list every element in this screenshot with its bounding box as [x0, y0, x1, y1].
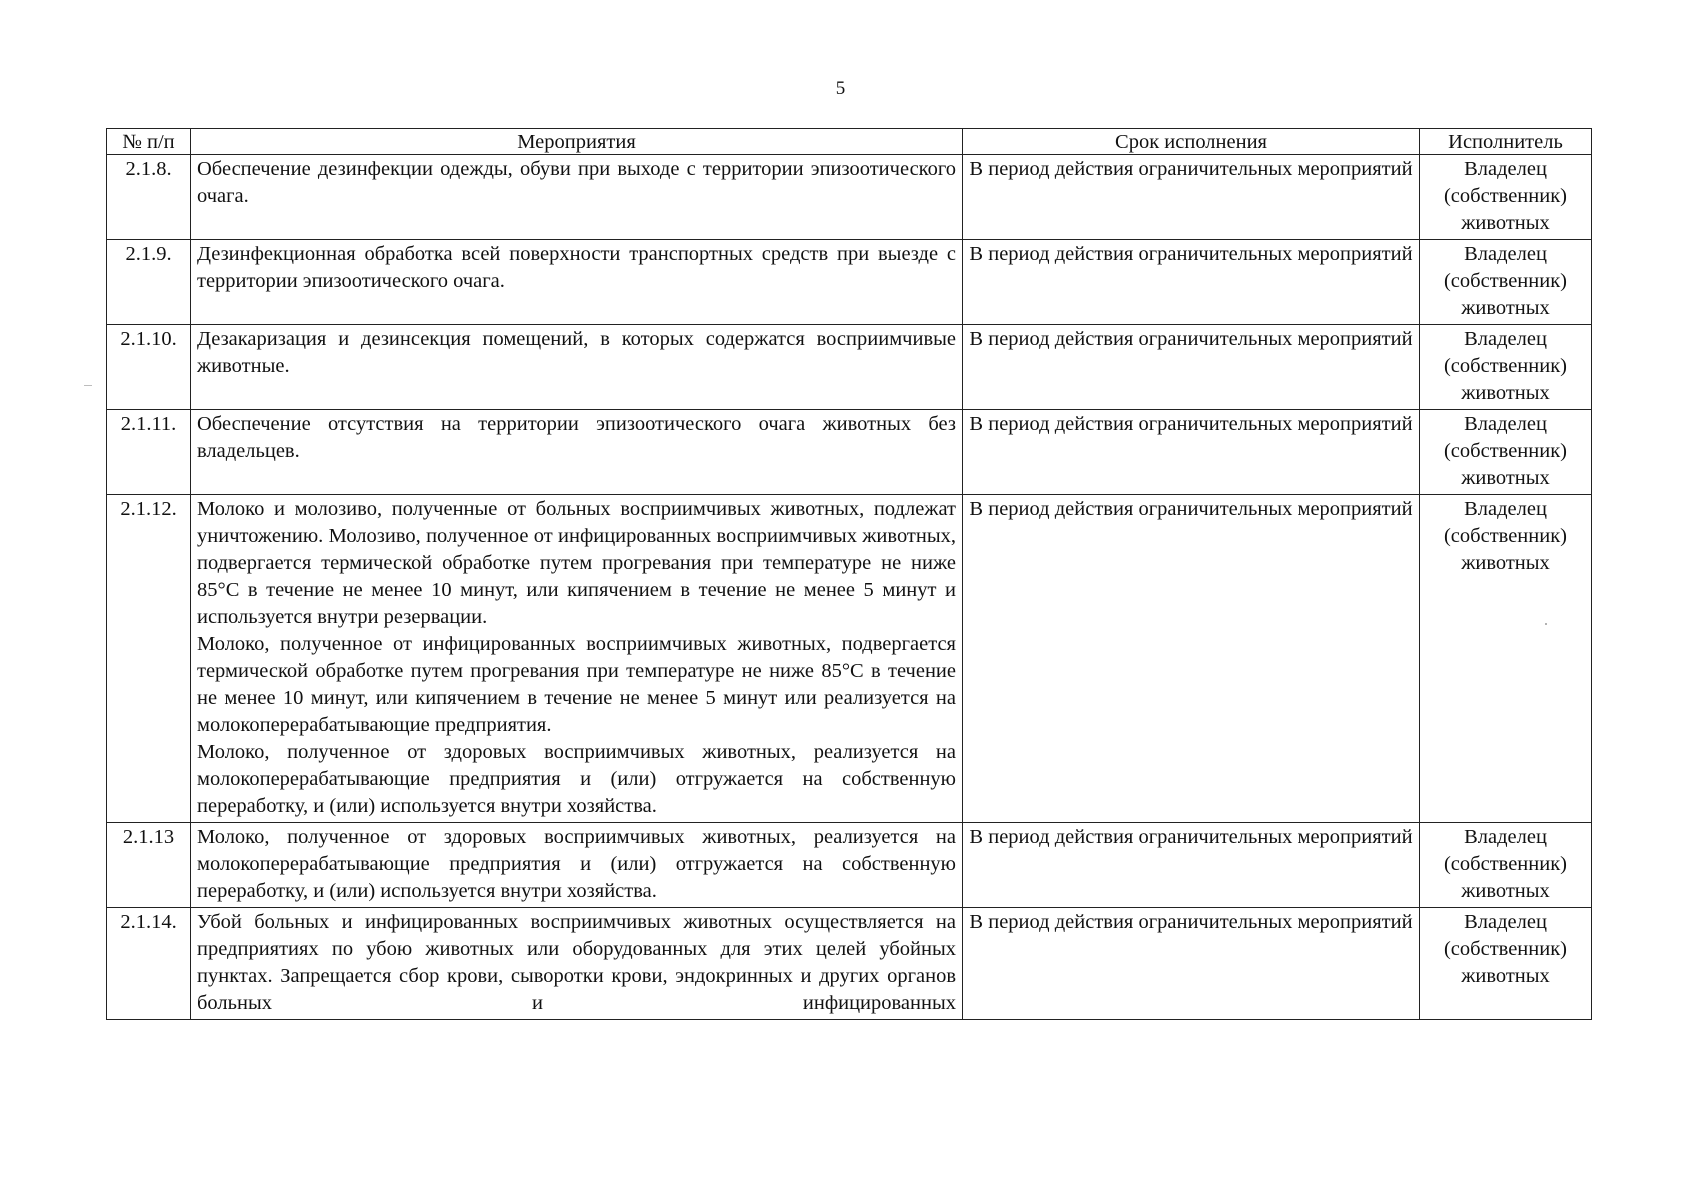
activity-paragraph: Дезакаризация и дезинсекция помещений, в которых содержатся восприимчивые животные. [197, 328, 956, 377]
table-row [107, 410, 1592, 495]
row-number: 2.1.12. [107, 495, 191, 823]
row-executor: Владелец (собственник) животных [1420, 495, 1592, 823]
scan-mark [84, 385, 92, 386]
row-number: 2.1.11. [107, 410, 191, 495]
row-term: В период действия ограничительных мероприятий [963, 410, 1420, 495]
row-executor: Владелец (собственник) животных [1420, 410, 1592, 495]
activity-paragraph: Обеспечение отсутствия на территории эпизоотического очага животных без владельцев. [197, 413, 956, 462]
row-term: В период действия ограничительных мероприятий [963, 155, 1420, 240]
activity-paragraph: Молоко, полученное от здоровых восприимчивых животных, реализуется на молокоперерабатывающие предприятия и (или) отгружается на собственную переработку, и (или) используется внутри хозяйства. [197, 741, 956, 817]
row-term: В период действия ограничительных мероприятий [963, 495, 1420, 823]
header-activity: Мероприятия [191, 129, 963, 155]
row-activity [191, 240, 963, 325]
row-term: В период действия ограничительных мероприятий [963, 240, 1420, 325]
row-number: 2.1.14. [107, 908, 191, 1020]
row-number: 2.1.10. [107, 325, 191, 410]
row-term: В период действия ограничительных мероприятий [963, 908, 1420, 1020]
row-activity [191, 155, 963, 240]
row-executor: Владелец (собственник) животных [1420, 325, 1592, 410]
row-activity [191, 325, 963, 410]
row-executor: Владелец (собственник) животных [1420, 155, 1592, 240]
activity-paragraph: Дезинфекционная обработка всей поверхности транспортных средств при выезде с территории эпизоотического очага. [197, 243, 956, 292]
header-executor: Исполнитель [1420, 129, 1592, 155]
row-activity [191, 410, 963, 495]
activity-paragraph: Обеспечение дезинфекции одежды, обуви при выходе с территории эпизоотического очага. [197, 158, 956, 207]
row-executor: Владелец (собственник) животных [1420, 823, 1592, 908]
table-header-row [107, 129, 1592, 155]
row-executor: Владелец (собственник) животных [1420, 908, 1592, 1020]
row-number: 2.1.8. [107, 155, 191, 240]
row-activity [191, 908, 963, 1020]
row-number: 2.1.13 [107, 823, 191, 908]
activity-paragraph: Убой больных и инфицированных восприимчивых животных осуществляется на предприятиях по убою животных или оборудованных для этих целей убойных пунктах. Запрещается сбор крови, сыворотки крови, эндокринных и других органов больных и инфицированных [197, 911, 956, 1014]
table-row [107, 495, 1592, 823]
header-term: Срок исполнения [963, 129, 1420, 155]
measures-table [106, 128, 1592, 1020]
activity-paragraph: Молоко, полученное от инфицированных восприимчивых животных, подвергается термической обработке путем прогревания при температуре не ниже 85°С в течение не менее 10 минут, или кипячением в течение не менее 5 минут или реализуется на молокоперерабатывающие предприятия. [197, 633, 956, 736]
table-row [107, 240, 1592, 325]
table-row [107, 823, 1592, 908]
row-term: В период действия ограничительных мероприятий [963, 823, 1420, 908]
row-activity [191, 495, 963, 823]
table-row [107, 325, 1592, 410]
row-term: В период действия ограничительных мероприятий [963, 325, 1420, 410]
row-executor: Владелец (собственник) животных [1420, 240, 1592, 325]
header-number: № п/п [107, 129, 191, 155]
activity-paragraph: Молоко и молозиво, полученные от больных восприимчивых животных, подлежат уничтожению. Молозиво, полученное от инфицированных восприимчивых животных, подвергается термической обработке путем прогревания при температуре не ниже 85°С в течение не менее 10 минут, или кипячением в течение не менее 5 минут и используется внутри резервации. [197, 498, 956, 628]
scan-speck [1545, 623, 1547, 625]
page-number: 5 [835, 78, 846, 99]
row-number: 2.1.9. [107, 240, 191, 325]
table-row [107, 908, 1592, 1020]
activity-paragraph: Молоко, полученное от здоровых восприимчивых животных, реализуется на молокоперерабатывающие предприятия и (или) отгружается на собственную переработку, и (или) используется внутри хозяйства. [197, 826, 956, 902]
row-activity [191, 823, 963, 908]
table-row [107, 155, 1592, 240]
